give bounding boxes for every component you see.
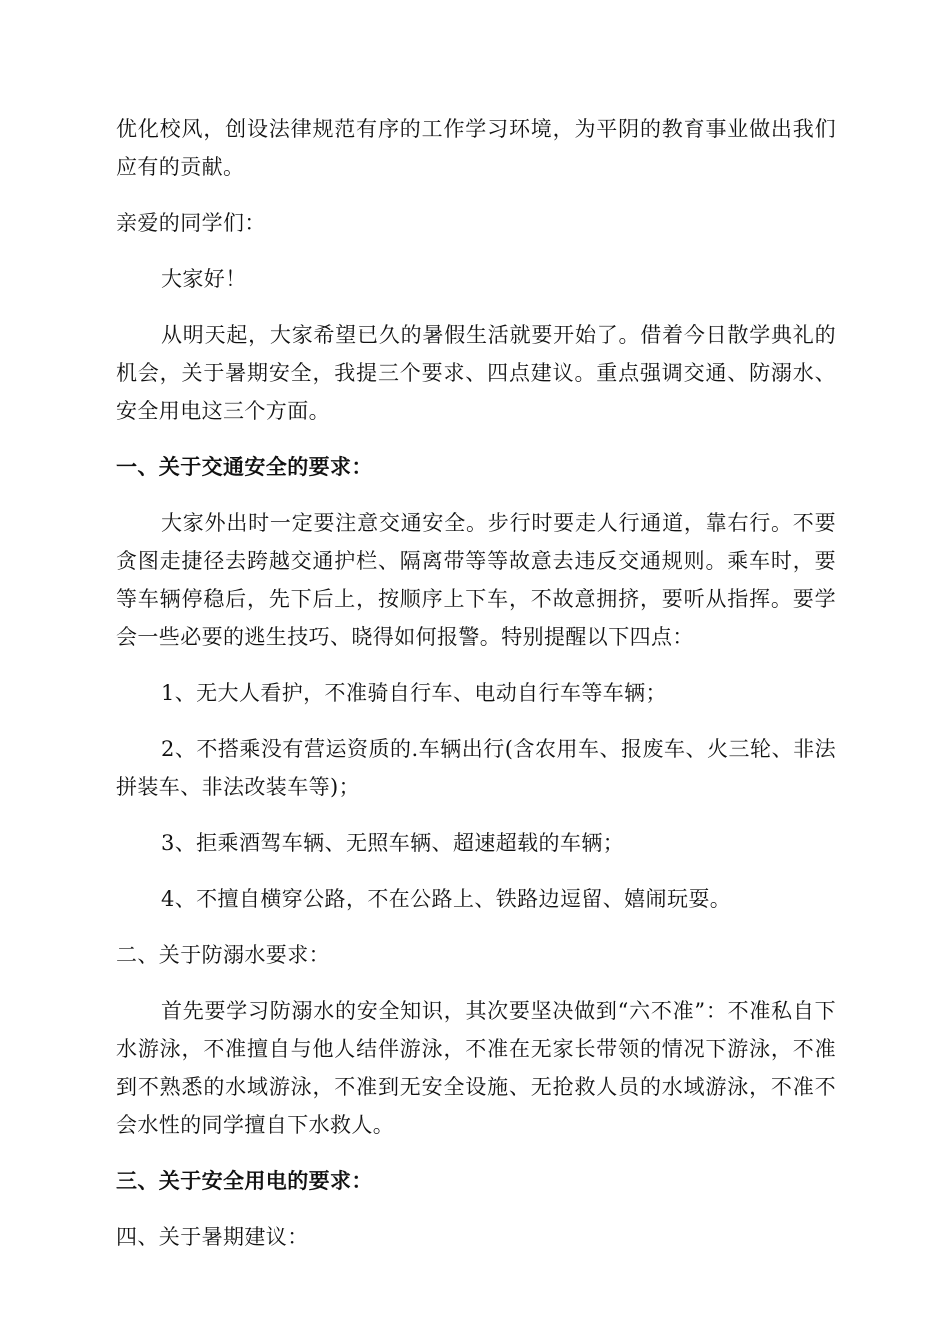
- traffic-item-2: 2、不搭乘没有营运资质的.车辆出行(含农用车、报废车、火三轮、非法拼装车、非法改装车等)；: [116, 737, 836, 799]
- document-page: [116, 110, 836, 1274]
- section-heading-electricity: 三、关于安全用电的要求：: [116, 1169, 373, 1193]
- greeting: 大家好！: [161, 267, 247, 291]
- paragraph-1: 优化校风，创设法律规范有序的工作学习环境，为平阴的教育事业做出我们应有的贡献。: [116, 117, 836, 179]
- drowning-paragraph: 首先要学习防溺水的安全知识，其次要坚决做到“六不准”：不准私自下水游泳，不准擅自与他人结伴游泳，不准在无家长带领的情况下游泳，不准到不熟悉的水域游泳，不准到无安全设施、无抢救人员的水域游泳，不准不会水性的同学擅自下水救人。: [116, 999, 836, 1137]
- intro-paragraph: 从明天起，大家希望已久的暑假生活就要开始了。借着今日散学典礼的机会，关于暑期安全，我提三个要求、四点建议。重点强调交通、防溺水、安全用电这三个方面。: [116, 323, 836, 423]
- section-heading-traffic: 一、关于交通安全的要求：: [116, 455, 373, 479]
- traffic-item-3: 3、拒乘酒驾车辆、无照车辆、超速超载的车辆；: [161, 831, 625, 855]
- traffic-item-4: 4、不擅自横穿公路，不在公路上、铁路边逗留、嬉闹玩耍。: [161, 887, 732, 911]
- section-heading-drowning: 二、关于防溺水要求：: [116, 943, 330, 967]
- traffic-paragraph: 大家外出时一定要注意交通安全。步行时要走人行通道，靠右行。不要贪图走捷径去跨越交通护栏、隔离带等等故意去违反交通规则。乘车时，要等车辆停稳后，先下后上，按顺序上下车，不故意拥挤，要听从指挥。要学会一些必要的逃生技巧、晓得如何报警。特别提醒以下四点：: [116, 511, 836, 649]
- salutation: 亲爱的同学们：: [116, 211, 266, 235]
- traffic-item-1: 1、无大人看护，不准骑自行车、电动自行车等车辆；: [161, 681, 667, 705]
- section-heading-suggestions: 四、关于暑期建议：: [116, 1225, 309, 1249]
